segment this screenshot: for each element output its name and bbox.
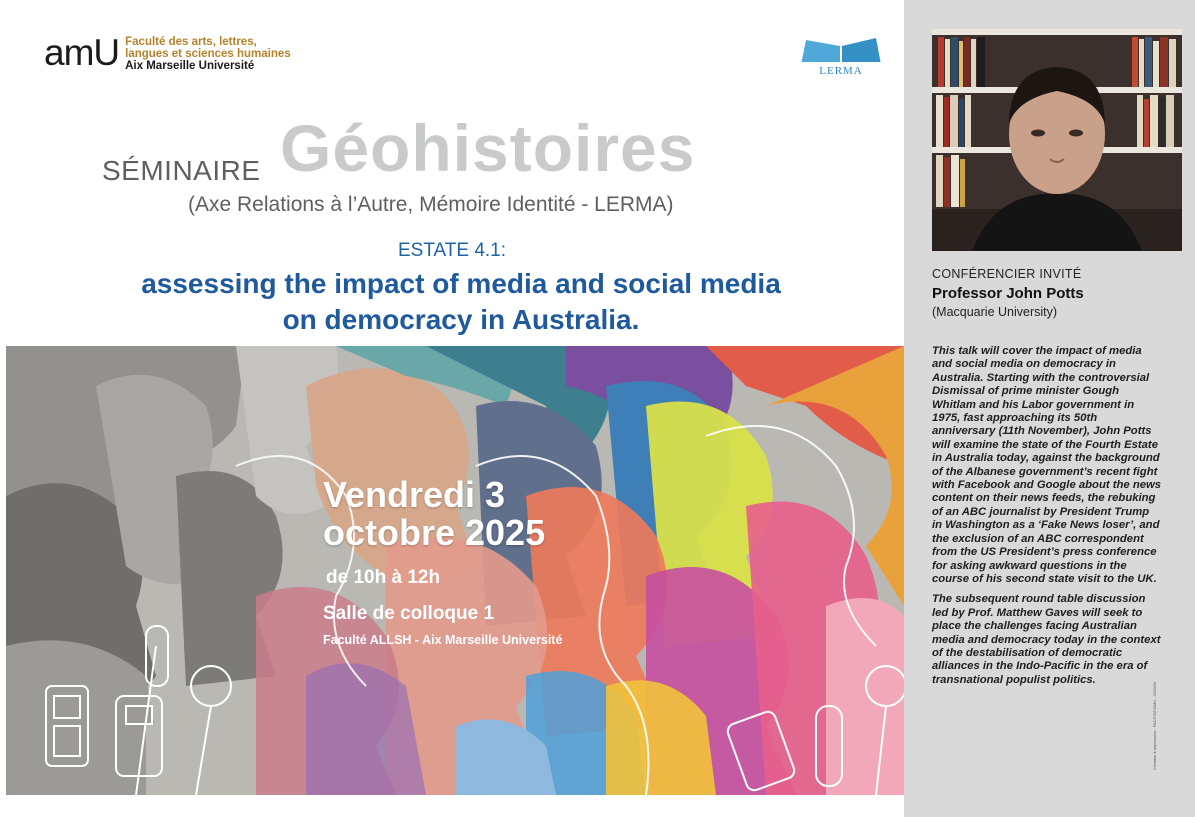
speaker-photo xyxy=(932,29,1182,251)
amu-logo-text xyxy=(125,36,291,72)
collage-illustration xyxy=(6,346,904,795)
topic-label: ESTATE 4.1: xyxy=(397,240,507,261)
seminar-title: Géohistoires xyxy=(280,111,696,185)
topic-headline xyxy=(0,266,922,338)
amu-faculty-line1: Faculté des arts, lettres, xyxy=(125,36,257,48)
speaker-name: Professor John Potts xyxy=(932,285,1084,302)
speaker-role: CONFÉRENCIER INVITÉ xyxy=(932,267,1082,281)
amu-faculty-line2: langues et sciences humaines xyxy=(125,48,291,60)
collage-image xyxy=(6,346,904,795)
event-time: de 10h à 12h xyxy=(326,567,441,588)
abstract-paragraph-2: The subsequent round table discussion led by Prof. Matthew Gaves will seek to place the challenges facing Australian media and democracy today in the context of the destabilisation of democratic alliances in the Indo-Pacific in the era of transnational populist politics. xyxy=(932,593,1161,686)
event-room: Salle de colloque 1 xyxy=(323,603,495,624)
seminar-label: SÉMINAIRE xyxy=(102,155,261,186)
speaker-affiliation: (Macquarie University) xyxy=(932,305,1058,319)
lerma-logo-text: LERMA xyxy=(819,65,863,76)
event-date-line2: octobre 2025 xyxy=(323,512,546,553)
headline-line2: on democracy in Australia. xyxy=(282,304,640,335)
event-date-line1: Vendredi 3 xyxy=(323,474,506,515)
talk-abstract xyxy=(932,345,1162,694)
event-venue: Faculté ALLSH - Aix Marseille Université xyxy=(323,633,563,647)
speaker-sidebar xyxy=(904,0,1195,817)
event-date xyxy=(323,476,545,552)
amu-logo xyxy=(44,34,291,72)
seminar-subtitle: (Axe Relations à l’Autre, Mémoire Identité - LERMA) xyxy=(188,193,674,216)
lerma-logo xyxy=(796,34,886,76)
amu-logo-mark: amU xyxy=(44,32,120,73)
title-row xyxy=(100,110,860,190)
amu-university-name: Aix Marseille Université xyxy=(125,60,255,72)
headline-line1: assessing the impact of media and social media xyxy=(141,268,781,299)
print-credit: Création & impression : FACSTAT/AMU - 2025/05 xyxy=(1152,681,1157,770)
abstract-paragraph-1: This talk will cover the impact of media and social media on democracy in Australia. Starting with the controversial Dismissal of prime minister Gough Whitlam and his Labor government in 1975, fast approaching its 50th anniversary (11th November), John Potts will examine the state of the Fourth Estate in Australia today, against the background of the Albanese government’s recent fight with Facebook and Google about the news content on their news feeds, the rebuking of an ABC journalist by President Trump in Washington as a ‘Fake News loser’, and the exclusion of an ABC correspondent from the US President’s press conference for asking awkward questions in the course of his second state visit to the UK. xyxy=(932,345,1162,585)
